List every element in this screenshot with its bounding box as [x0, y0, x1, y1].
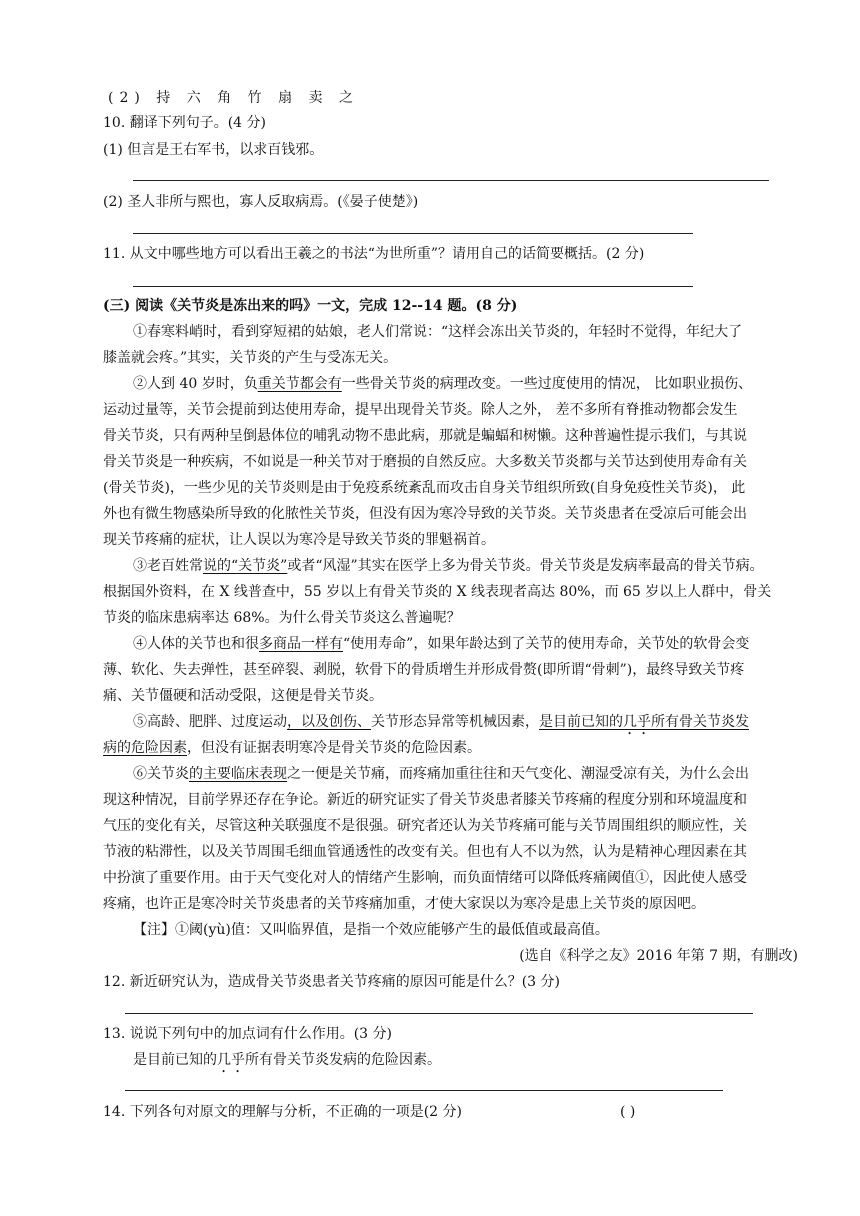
p2-line: 运动过量等，关节会提前到达使用寿命，提早出现骨关节炎。除人之外， 差不多所有脊推动物都会发生 — [103, 402, 738, 418]
p5-line-2 — [103, 738, 481, 758]
answer-line-12[interactable] — [125, 1013, 753, 1014]
p2-line: 骨关节炎，只有两种呈倒悬体位的哺乳动物不患此病，那就是蝙蝠和树懒。这种普遍性提示我们，与其说 — [103, 428, 747, 444]
answer-line-10-1[interactable] — [133, 180, 769, 181]
p5-underlined-phrase: ，以及创伤、 — [287, 714, 371, 730]
p4-line: 痛、关节僵硬和活动受限，这便是骨关节炎。 — [103, 688, 383, 704]
p4-text: “使用寿命”，如果年龄达到了关节的使用寿命，关节处的软骨会变 — [343, 636, 750, 652]
p2-line: 骨关节炎是一种疾病，不如说是一种关节对于磨损的自然反应。大多数关节炎都与关节达到使用寿命有关 — [103, 454, 747, 470]
question-10-sentence-2: (2) 圣人非所与熙也，寡人反取病焉。(《晏子使楚》) — [103, 194, 419, 210]
p4-underlined-phrase: 多商品一样有 — [259, 636, 343, 652]
p6-line: 气压的变化有关，尽管这种关联强度不是很强。研究者还认为关节疼痛可能与关节周围组织的顺应性，关 — [103, 818, 747, 834]
p5-text: ，但没有证据表明寒冷是骨关节炎的危险因素。 — [187, 740, 481, 756]
p2-text: ②人到 40 岁时，负 — [133, 376, 258, 392]
question-10-title: 10. 翻译下列句子。(4 分) — [103, 115, 266, 131]
source-citation: (选自《科学之友》2016 年第 7 期，有删改) — [519, 948, 798, 964]
p6-line: 现这种情况，目前学界还存在争论。新近的研究证实了骨关节炎患者膝关节疼痛的程度分别和环境温度和 — [103, 792, 747, 808]
p3-line: 节炎的临床患病率达 68%。为什么骨关节炎这么普遍呢？ — [103, 610, 461, 626]
p2-underlined-phrase: 重关节都会有 — [257, 376, 342, 392]
p4-line-1 — [133, 634, 749, 654]
footnote: 【注】①阈(yù)值：又叫临界值，是指一个效应能够产生的最低值或最高值。 — [133, 922, 609, 938]
p2-line: 外也有微生物感染所导致的化脓性关节炎，但没有因为寒冷导致的关节炎。关节炎患者在受凉后可能会出 — [103, 506, 747, 522]
p4-line: 薄、软化、失去弹性，甚至碎裂、剥脱，软骨下的骨质增生并形成骨赘(即所谓“骨刺”)，最终导致关节疼 — [103, 662, 745, 678]
p1-line: ①春寒料峭时，看到穿短裙的姑娘，老人们常说：“这样会冻出关节炎的，年轻时不觉得，年纪大了 — [133, 324, 743, 340]
p6-line: 中扮演了重要作用。由于天气变化对人的情绪产生影响，而负面情绪可以降低疼痛阈值①，因此使人感受 — [103, 870, 747, 886]
p3-line: 根据国外资料，在 X 线普查中，55 岁以上有骨关节炎的 X 线表现者高达 80%，而 65 岁以上人群中，骨关 — [103, 584, 772, 600]
question-14: 14. 下列各句对原文的理解与分析，不正确的一项是(2 分) — [103, 1104, 462, 1120]
p2-line: 现关节疼痛的症状，让人误以为寒冷是导致关节炎的罪魁祸首。 — [103, 532, 495, 548]
p5-text: 关节形态异常等机械因素， — [371, 714, 539, 730]
p2-text: 一些骨关节炎的病理改变。一些过度使用的情况， 比如职业损伤、 — [341, 376, 753, 392]
answer-line-13[interactable] — [125, 1090, 723, 1091]
p5-dotted-word: 几乎 — [623, 714, 651, 730]
answer-line-11[interactable] — [133, 286, 693, 287]
question-9-item-2: (2) 持 六 角 竹 扇 卖 之 — [108, 90, 359, 106]
answer-line-10-2[interactable] — [133, 233, 693, 234]
section-3-title: (三) 阅读《关节炎是冻出来的吗》一文，完成 12--14 题。(8 分) — [103, 298, 518, 314]
q13-dotted-word: 几乎 — [217, 1052, 245, 1068]
p3-text: ③老百姓常 — [133, 558, 203, 574]
q13-text: 是目前已知的 — [133, 1052, 217, 1068]
q13-text: 所有骨关节炎发病的危险因素。 — [245, 1052, 441, 1068]
p4-text: ④人体的关节也和很 — [133, 636, 259, 652]
answer-bracket-14[interactable]: ( ) — [620, 1104, 636, 1120]
p6-line: 节液的粘滞性，以及关节周围毛细血管通透性的改变有关。但也有人不以为然，认为是精神心理因素在其 — [103, 844, 747, 860]
p2-line: (骨关节炎)，一些少见的关节炎则是由于免疫系统紊乱而攻击自身关节组织所致(自身免疫性关节炎)， 此 — [103, 480, 746, 496]
p6-text: 之一便是关节痛，而疼痛加重往往和天气变化、潮湿受凉有关，为什么会出 — [287, 766, 749, 782]
p6-line: 疼痛，也许正是寒冷时关节炎患者的关节疼痛加重，才使大家误以为寒冷是患上关节炎的原因吧。 — [103, 896, 705, 912]
question-10-sentence-1: (1) 但言是王右军书，以求百钱邪。 — [103, 142, 324, 158]
p5-text: ⑤高龄、肥胖、过度运动 — [133, 714, 287, 730]
p3-line-1 — [133, 556, 764, 576]
p5-line-1 — [133, 712, 749, 732]
p5-underlined-sentence: 是目前已知的 — [539, 714, 623, 730]
question-12: 12. 新近研究认为，造成骨关节炎患者关节疼痛的原因可能是什么？(3 分) — [103, 974, 560, 990]
p6-text: ⑥关节炎 — [133, 766, 189, 782]
p3-underlined-phrase: 说的“关节炎” — [203, 558, 288, 574]
question-11: 11. 从文中哪些地方可以看出王羲之的书法“为世所重”？请用自己的话简要概括。(2 分) — [103, 246, 645, 262]
question-13-title: 13. 说说下列句中的加点词有什么作用。(3 分) — [103, 1026, 392, 1042]
p5-underlined-sentence: 病的危险因素 — [103, 740, 187, 756]
p6-underlined-phrase: 的主要临床表现 — [189, 766, 287, 782]
p1-line: 膝盖就会疼。”其实，关节炎的产生与受冻无关。 — [103, 350, 398, 366]
p3-text: 或者“风湿”其实在医学上多为骨关节炎。骨关节炎是发病率最高的骨关节病。 — [287, 558, 764, 574]
p5-underlined-sentence: 所有骨关节炎发 — [651, 714, 749, 730]
p2-line-1 — [133, 374, 752, 394]
p6-line-1 — [133, 764, 749, 784]
question-13-sentence — [133, 1050, 441, 1070]
